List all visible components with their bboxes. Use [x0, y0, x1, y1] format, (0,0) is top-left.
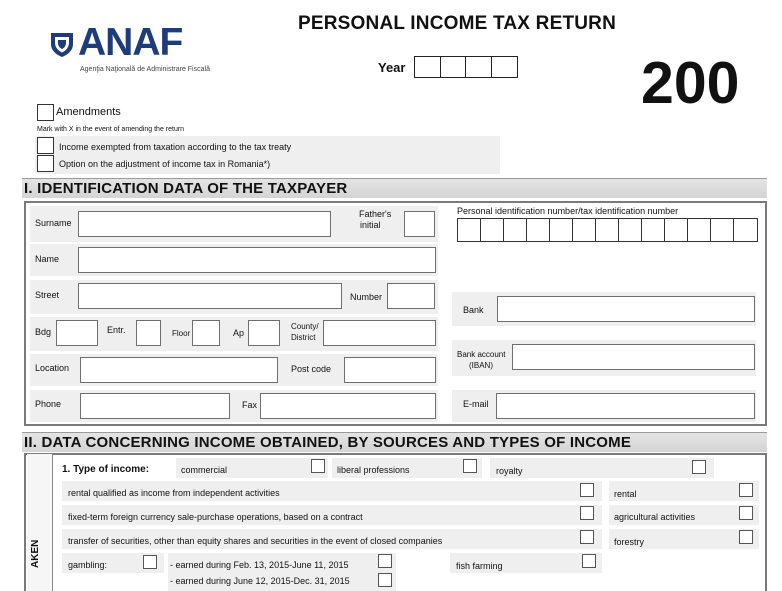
phone-label: Phone: [35, 399, 62, 409]
rental-label: rental: [614, 489, 637, 499]
side-strip: [27, 454, 53, 591]
fathers-initial-label: Father's: [359, 209, 392, 219]
earned-period-2-checkbox[interactable]: [378, 573, 392, 587]
phone-field[interactable]: [80, 393, 230, 419]
adjustment-label: Option on the adjustment of income tax in Romania*): [59, 159, 271, 169]
fax-field[interactable]: [260, 393, 436, 419]
section-1-title: I. IDENTIFICATION DATA OF THE TAXPAYER: [22, 178, 767, 198]
county-field[interactable]: [323, 320, 436, 346]
bdg-label: Bdg: [35, 327, 52, 337]
gambling-checkbox[interactable]: [143, 555, 157, 569]
rental-qualified-checkbox[interactable]: [580, 483, 594, 497]
fish-farming-label: fish farming: [456, 561, 503, 571]
fish-farming-checkbox[interactable]: [582, 554, 596, 568]
transfer-checkbox[interactable]: [580, 530, 594, 544]
agricultural-checkbox[interactable]: [739, 506, 753, 520]
surname-field[interactable]: [78, 211, 331, 237]
transfer-label: transfer of securities, other than equity shares and securities in the event of closed companies: [68, 536, 443, 546]
liberal-professions-checkbox[interactable]: [463, 459, 477, 473]
email-label: E-mail: [463, 399, 489, 409]
post-code-label: Post code: [291, 364, 332, 374]
bank-account-label: Bank account: [457, 350, 506, 359]
earned-period-1-checkbox[interactable]: [378, 554, 392, 568]
document-title: PERSONAL INCOME TAX RETURN: [298, 13, 617, 34]
royalty-checkbox[interactable]: [692, 460, 706, 474]
liberal-professions-label: liberal professions: [337, 465, 410, 475]
year-input[interactable]: [414, 56, 518, 78]
amendments-label: Amendments: [56, 106, 121, 118]
commercial-checkbox[interactable]: [311, 459, 325, 473]
floor-label: Floor: [172, 329, 191, 338]
treaty-label: Income exempted from taxation according to the tax treaty: [59, 142, 292, 152]
pin-input[interactable]: [457, 218, 758, 242]
earned-period-1-label: - earned during Feb. 13, 2015-June 11, 2015: [170, 560, 349, 570]
commercial-label: commercial: [181, 465, 228, 475]
number-field[interactable]: [387, 283, 435, 309]
fathers-initial-field[interactable]: [404, 211, 435, 237]
floor-field[interactable]: [192, 320, 220, 346]
bdg-field[interactable]: [56, 320, 98, 346]
email-field[interactable]: [496, 393, 755, 419]
street-field[interactable]: [78, 283, 342, 309]
logo-subtitle: Agenţia Naţională de Administrare Fiscală: [80, 66, 210, 73]
anaf-shield-icon: [50, 32, 74, 58]
anaf-logo: ANAF: [78, 21, 183, 64]
number-label: Number: [350, 292, 383, 302]
iban-field[interactable]: [512, 344, 755, 370]
fixed-term-checkbox[interactable]: [580, 506, 594, 520]
side-label: AKEN: [30, 539, 41, 568]
location-field[interactable]: [80, 357, 278, 383]
ap-field[interactable]: [248, 320, 280, 346]
agricultural-label: agricultural activities: [614, 512, 696, 522]
bank-label: Bank: [463, 305, 484, 315]
entr-field[interactable]: [136, 320, 161, 346]
treaty-checkbox[interactable]: [37, 137, 54, 154]
location-label: Location: [35, 363, 70, 373]
entr-label: Entr.: [107, 325, 126, 335]
name-label: Name: [35, 254, 60, 264]
gambling-label: gambling:: [68, 560, 108, 570]
forestry-checkbox[interactable]: [739, 530, 753, 544]
amendments-note: Mark with X in the event of amending the return: [37, 126, 185, 133]
type-of-income-label: 1. Type of income:: [62, 464, 150, 475]
earned-period-2-label: - earned during June 12, 2015-Dec. 31, 2015: [170, 576, 350, 586]
fixed-term-label: fixed-term foreign currency sale-purchase operations, based on a contract: [68, 512, 363, 522]
street-label: Street: [35, 290, 60, 300]
ap-label: Ap: [233, 328, 245, 338]
year-label: Year: [378, 60, 406, 75]
adjustment-checkbox[interactable]: [37, 155, 54, 172]
amendments-checkbox[interactable]: [37, 104, 54, 121]
surname-label: Surname: [35, 218, 72, 228]
post-code-field[interactable]: [344, 357, 436, 383]
royalty-label: royalty: [496, 466, 523, 476]
rental-qualified-label: rental qualified as income from independent activities: [68, 488, 280, 498]
rental-checkbox[interactable]: [739, 483, 753, 497]
county-label: County/: [291, 322, 319, 331]
fax-label: Fax: [242, 400, 258, 410]
name-field[interactable]: [78, 247, 436, 273]
bank-field[interactable]: [497, 296, 755, 322]
forestry-label: forestry: [614, 537, 645, 547]
form-number: 200: [641, 50, 740, 116]
pin-label: Personal identification number/tax identification number: [457, 206, 679, 216]
section-2-title: II. DATA CONCERNING INCOME OBTAINED, BY SOURCES AND TYPES OF INCOME: [22, 432, 767, 452]
